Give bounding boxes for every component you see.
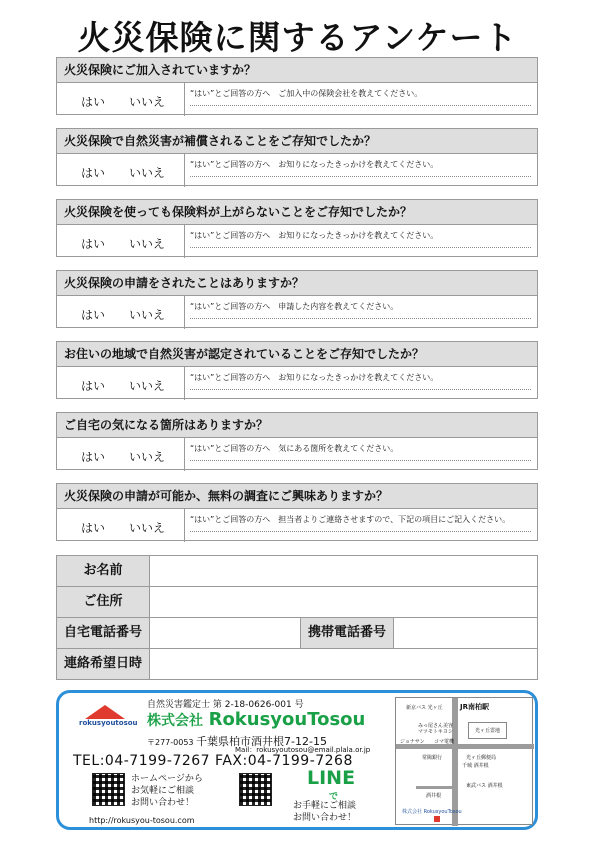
map-jusco: ジョナサン [400,739,425,745]
map-temple: 酒井根 [426,793,442,799]
logo-text: rokusyoutosou [79,719,138,727]
map-shop2: マツモトキヨシ [418,729,453,735]
divider [184,367,185,400]
yes-option[interactable]: はい [81,166,106,180]
answer-area [57,367,537,400]
map-station: JR南柏駅 [460,703,489,711]
map-school: 千城 酒井根 [462,763,489,769]
line-line: お問い合わせ！ [293,813,357,823]
home-phone-label: 自宅電話番号 [57,618,150,648]
divider [184,225,185,258]
question-block [56,412,538,470]
divider [184,438,185,471]
form-row-contact-time [57,649,537,679]
form-row-phones [57,618,537,649]
answer-note: “はい”とご回答の方へ お知りになったきっかけを教えてください。 [190,373,439,382]
certification: 自然災害鑑定士 第 2-18-0626-001 号 [147,700,304,710]
answer-area [57,83,537,116]
homepage-url[interactable]: http://rokusyou-tosou.com [89,816,195,825]
answer-note: “はい”とご回答の方へ ご加入中の保険会社を教えてください。 [190,89,423,98]
company-footer [56,690,538,830]
line-de: で [329,792,339,802]
divider [184,509,185,542]
question-block [56,483,538,541]
answer-line[interactable] [190,531,531,532]
line-line: お手軽にご相談 [293,801,357,811]
yes-option[interactable]: はい [81,379,106,393]
divider [184,154,185,187]
answer-area [57,225,537,258]
map-shop1: みっ尾さん美容 [418,723,454,729]
yes-option[interactable]: はい [81,521,106,535]
divider [184,83,185,116]
form-row-address [57,587,537,618]
address-label: ご住所 [57,587,150,617]
answer-note: “はい”とご回答の方へ 申請した内容を教えてください。 [190,302,399,311]
map-road-vertical [452,698,458,826]
line-qr-code[interactable] [239,773,272,806]
company-logo [79,705,138,727]
homepage-text [131,773,203,809]
map-bank: 常陽銀行 [422,755,443,761]
no-option[interactable]: いいえ [129,237,166,251]
name-field[interactable] [150,556,537,586]
divider [184,296,185,329]
question-block [56,199,538,257]
access-map [395,697,533,825]
map-park: 光ヶ丘霊地 [468,722,507,739]
no-option[interactable]: いいえ [129,95,166,109]
form-row-name [57,556,537,587]
no-option[interactable]: いいえ [129,379,166,393]
question-block [56,128,538,186]
page-title: 火災保険に関するアンケート [77,18,518,57]
question-text: 火災保険にご加入されていますか？ [57,58,537,83]
house-roof-icon [85,705,125,719]
question-text: ご自宅の気になる箇所はありますか？ [57,413,537,438]
street-address: 千葉県柏市酒井根7-12-15 [196,735,327,748]
email[interactable]: Mail：rokusyoutosou@email.plala.or.jp [235,746,371,754]
question-text: 火災保険の申請をされたことはありますか？ [57,271,537,296]
answer-line[interactable] [190,389,531,390]
mobile-phone-field[interactable] [394,618,537,648]
answer-area [57,296,537,329]
name-label: お名前 [57,556,150,586]
mobile-phone-label: 携帯電話番号 [301,618,394,648]
postal-code: 〒277-0053 [147,738,194,747]
map-coma: コマ電機 [434,739,455,745]
answer-note: “はい”とご回答の方へ お知りになったきっかけを教えてください。 [190,231,439,240]
map-marker-icon [434,816,440,822]
map-road-small [416,786,456,789]
line-text [293,800,356,824]
contact-time-label: 連絡希望日時 [57,649,150,679]
question-text: お住いの地域で自然災害が認定されていることをご存知でしたか？ [57,342,537,367]
map-post: 光ヶ丘郵便局 [466,755,497,761]
homepage-qr-code[interactable] [92,773,125,806]
hp-line: お問い合わせ！ [131,798,195,808]
answer-area [57,154,537,187]
company-name [147,709,365,730]
question-block [56,270,538,328]
no-option[interactable]: いいえ [129,308,166,322]
answer-line[interactable] [190,176,531,177]
company-kk: 株式会社 [147,713,203,729]
no-option[interactable]: いいえ [129,450,166,464]
company-en: RokusyouTosou [208,709,366,730]
answer-note: “はい”とご回答の方へ お知りになったきっかけを教えてください。 [190,160,439,169]
question-text: 火災保険で自然災害が補償されることをご存知でしたか？ [57,129,537,154]
contact-time-field[interactable] [150,649,537,679]
line-title: LINE [307,767,356,789]
answer-line[interactable] [190,318,531,319]
hp-line: ホームページから [131,774,203,784]
map-bus1: 新京バス 光ヶ丘 [406,705,443,711]
fax-number: FAX:04-7199-7268 [215,753,353,769]
no-option[interactable]: いいえ [129,166,166,180]
tel-number[interactable]: TEL:04-7199-7267 [73,753,211,769]
answer-note: “はい”とご回答の方へ 気にある箇所を教えてください。 [190,444,399,453]
answer-line[interactable] [190,247,531,248]
question-block [56,57,538,115]
contact-form [56,555,538,680]
yes-option[interactable]: はい [81,308,106,322]
answer-area [57,509,537,542]
no-option[interactable]: いいえ [129,521,166,535]
answer-line[interactable] [190,105,531,106]
map-company: 株式会社 RokusyouTosou [402,809,462,815]
answer-line[interactable] [190,460,531,461]
home-phone-field[interactable] [150,618,301,648]
question-text: 火災保険を使っても保険料が上がらないことをご存知でしたか？ [57,200,537,225]
hp-line: お気軽にご相談 [131,786,195,796]
yes-option[interactable]: はい [81,450,106,464]
map-bus2: 東武バス 酒井根 [466,783,503,789]
question-text: 火災保険の申請が可能か、無料の調査にご興味ありますか？ [57,484,537,509]
address-field[interactable] [150,587,537,617]
answer-area [57,438,537,471]
yes-option[interactable]: はい [81,95,106,109]
yes-option[interactable]: はい [81,237,106,251]
question-block [56,341,538,399]
answer-note: “はい”とご回答の方へ 担当者よりご連絡させますので、下記の項目にご記入ください。 [190,515,511,524]
